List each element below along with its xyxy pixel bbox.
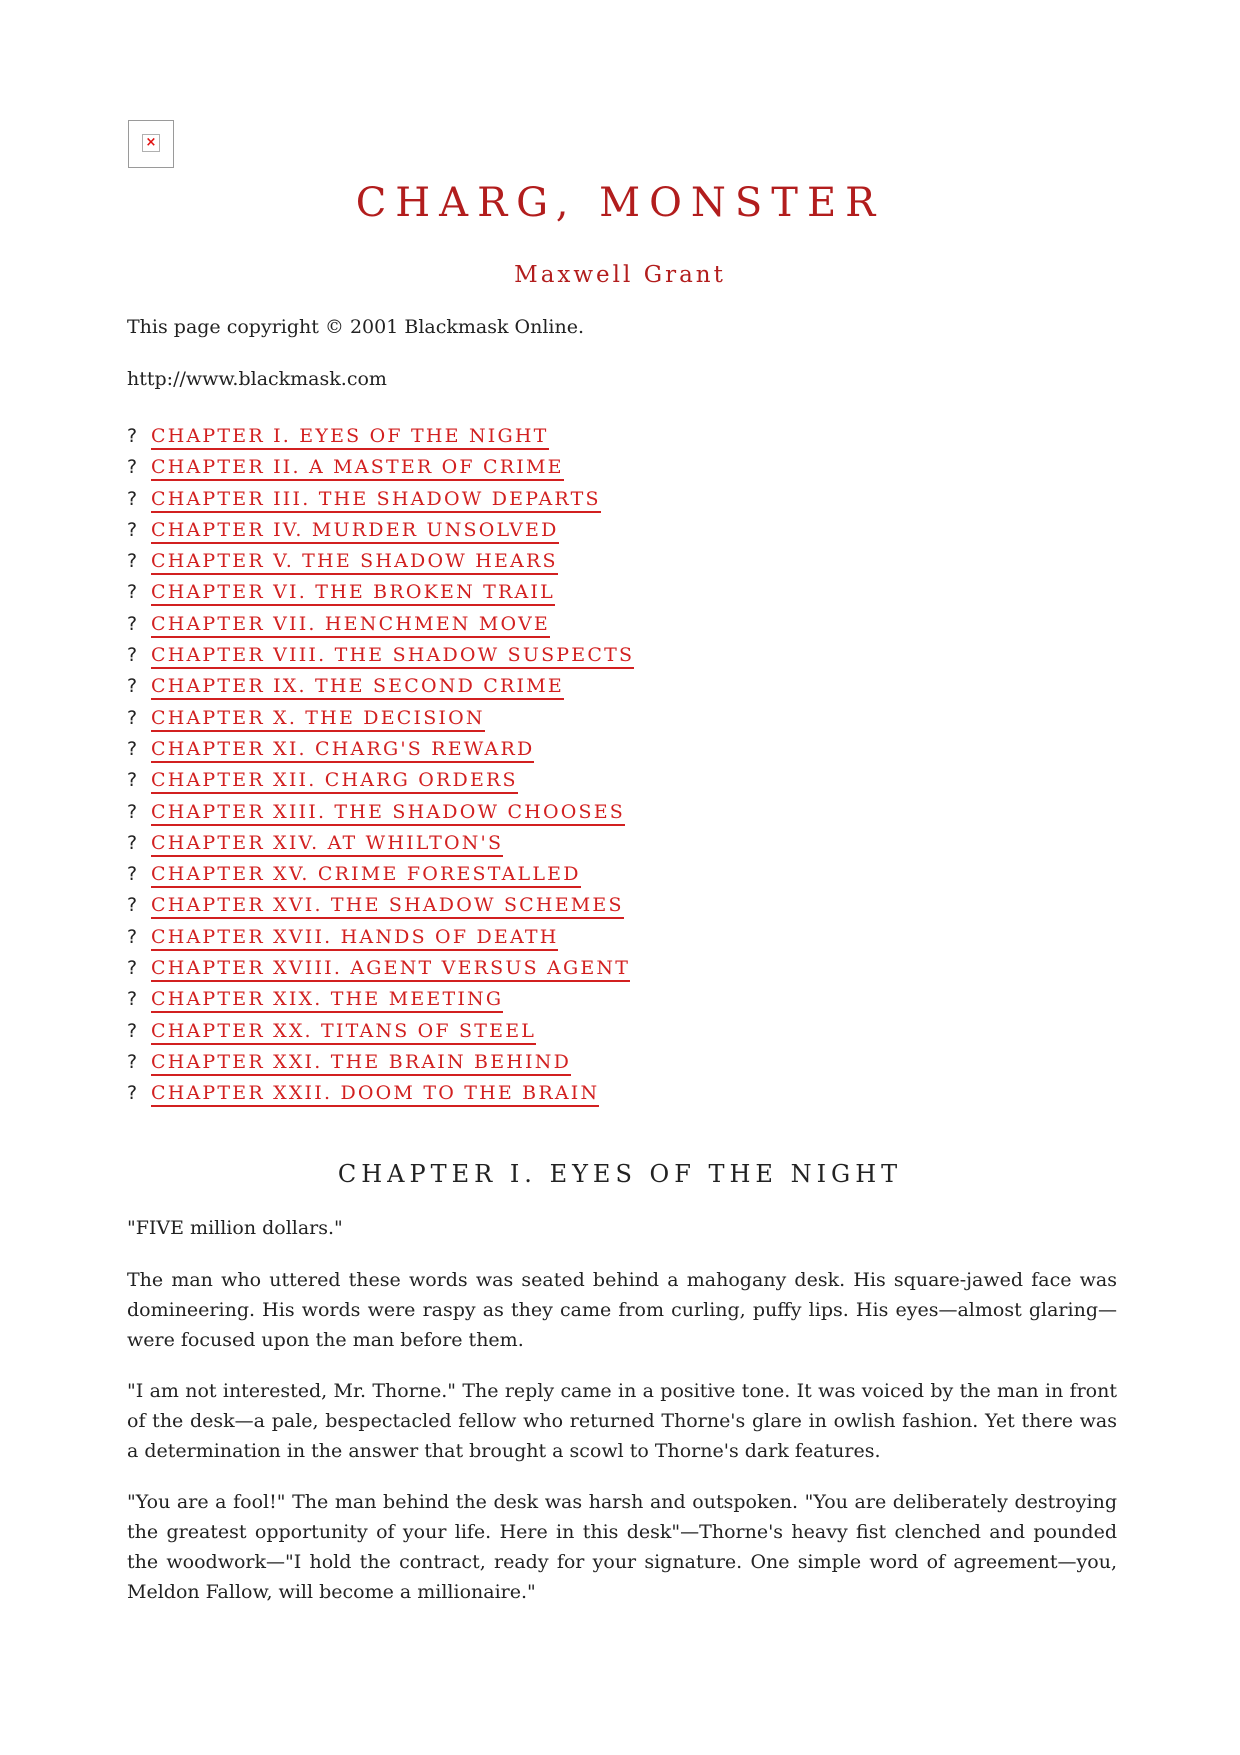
toc-link-chapter-18[interactable]: CHAPTER XVIII. AGENT VERSUS AGENT <box>151 957 630 982</box>
table-of-contents <box>127 422 634 1111</box>
chapter-paragraph: "FIVE million dollars." <box>127 1217 343 1239</box>
toc-bullet: ? <box>127 550 138 573</box>
toc-item <box>127 1079 634 1110</box>
site-url: http://www.blackmask.com <box>127 368 387 390</box>
book-title: CHARG, MONSTER <box>355 180 885 226</box>
toc-link-chapter-12[interactable]: CHAPTER XII. CHARG ORDERS <box>151 769 518 794</box>
copyright-notice: This page copyright © 2001 Blackmask Online. <box>127 316 585 338</box>
toc-item <box>127 766 634 797</box>
toc-link-chapter-4[interactable]: CHAPTER IV. MURDER UNSOLVED <box>151 519 559 544</box>
toc-link-chapter-6[interactable]: CHAPTER VI. THE BROKEN TRAIL <box>151 581 555 606</box>
toc-item <box>127 641 634 672</box>
toc-link-chapter-9[interactable]: CHAPTER IX. THE SECOND CRIME <box>151 675 564 700</box>
toc-bullet: ? <box>127 456 138 479</box>
toc-link-chapter-5[interactable]: CHAPTER V. THE SHADOW HEARS <box>151 550 558 575</box>
broken-image-placeholder <box>128 120 174 168</box>
toc-item <box>127 735 634 766</box>
broken-image-icon: × <box>142 134 160 152</box>
toc-bullet: ? <box>127 487 138 510</box>
toc-item <box>127 829 634 860</box>
chapter-paragraph: "I am not interested, Mr. Thorne." The reply came in a positive tone. It was voiced by the man in front of the desk—a pale, bespectacled fellow who returned Thorne's glare in owlish fashion. Yet there was a determination in the answer that brought a scowl to Thorne's dark features. <box>127 1380 1117 1462</box>
toc-bullet: ? <box>127 800 138 823</box>
chapter-paragraph: The man who uttered these words was seated behind a mahogany desk. His square-jawed face was domineering. His words were raspy as they came from curling, puffy lips. His eyes—almost glaring—were focused upon the man before them. <box>127 1269 1117 1351</box>
toc-bullet: ? <box>127 831 138 854</box>
toc-item <box>127 1048 634 1079</box>
toc-bullet: ? <box>127 581 138 604</box>
toc-item <box>127 891 634 922</box>
toc-bullet: ? <box>127 675 138 698</box>
toc-bullet: ? <box>127 644 138 667</box>
toc-item <box>127 860 634 891</box>
toc-link-chapter-21[interactable]: CHAPTER XXI. THE BRAIN BEHIND <box>151 1051 571 1076</box>
chapter-paragraph: "You are a fool!" The man behind the desk was harsh and outspoken. "You are deliberately destroying the greatest opportunity of your life. Here in this desk"—Thorne's heavy fist clenched and pounded the woodwork—"I hold the contract, ready for your signature. One simple word of agreement—you, Meldon Fallow, will become a millionaire." <box>127 1491 1117 1603</box>
toc-item <box>127 1017 634 1048</box>
toc-link-chapter-19[interactable]: CHAPTER XIX. THE MEETING <box>151 988 503 1013</box>
toc-link-chapter-14[interactable]: CHAPTER XIV. AT WHILTON'S <box>151 832 503 857</box>
toc-bullet: ? <box>127 925 138 948</box>
toc-link-chapter-16[interactable]: CHAPTER XVI. THE SHADOW SCHEMES <box>151 894 624 919</box>
toc-item <box>127 923 634 954</box>
toc-item <box>127 954 634 985</box>
toc-link-chapter-13[interactable]: CHAPTER XIII. THE SHADOW CHOOSES <box>151 801 625 826</box>
toc-link-chapter-11[interactable]: CHAPTER XI. CHARG'S REWARD <box>151 738 534 763</box>
author-name: Maxwell Grant <box>514 262 726 288</box>
toc-link-chapter-10[interactable]: CHAPTER X. THE DECISION <box>151 707 485 732</box>
toc-item <box>127 422 634 453</box>
toc-link-chapter-20[interactable]: CHAPTER XX. TITANS OF STEEL <box>151 1020 536 1045</box>
toc-item <box>127 516 634 547</box>
toc-link-chapter-8[interactable]: CHAPTER VIII. THE SHADOW SUSPECTS <box>151 644 634 669</box>
toc-link-chapter-15[interactable]: CHAPTER XV. CRIME FORESTALLED <box>151 863 581 888</box>
toc-item <box>127 547 634 578</box>
toc-item <box>127 985 634 1016</box>
toc-bullet: ? <box>127 737 138 760</box>
toc-item <box>127 578 634 609</box>
toc-bullet: ? <box>127 1050 138 1073</box>
toc-link-chapter-1[interactable]: CHAPTER I. EYES OF THE NIGHT <box>151 425 549 450</box>
chapter-heading: CHAPTER I. EYES OF THE NIGHT <box>337 1160 903 1188</box>
toc-link-chapter-17[interactable]: CHAPTER XVII. HANDS OF DEATH <box>151 926 558 951</box>
toc-item <box>127 485 634 516</box>
toc-link-chapter-2[interactable]: CHAPTER II. A MASTER OF CRIME <box>151 456 564 481</box>
toc-item <box>127 453 634 484</box>
toc-bullet: ? <box>127 1019 138 1042</box>
toc-bullet: ? <box>127 425 138 447</box>
toc-bullet: ? <box>127 769 138 792</box>
toc-bullet: ? <box>127 988 138 1011</box>
toc-bullet: ? <box>127 706 138 729</box>
toc-link-chapter-7[interactable]: CHAPTER VII. HENCHMEN MOVE <box>151 613 550 638</box>
toc-item <box>127 704 634 735</box>
toc-bullet: ? <box>127 957 138 980</box>
toc-link-chapter-22[interactable]: CHAPTER XXII. DOOM TO THE BRAIN <box>151 1082 599 1107</box>
toc-bullet: ? <box>127 894 138 917</box>
toc-item <box>127 610 634 641</box>
toc-bullet: ? <box>127 612 138 635</box>
toc-bullet: ? <box>127 863 138 886</box>
toc-item <box>127 672 634 703</box>
toc-bullet: ? <box>127 518 138 541</box>
toc-link-chapter-3[interactable]: CHAPTER III. THE SHADOW DEPARTS <box>151 488 601 513</box>
toc-bullet: ? <box>127 1082 138 1105</box>
toc-item <box>127 798 634 829</box>
